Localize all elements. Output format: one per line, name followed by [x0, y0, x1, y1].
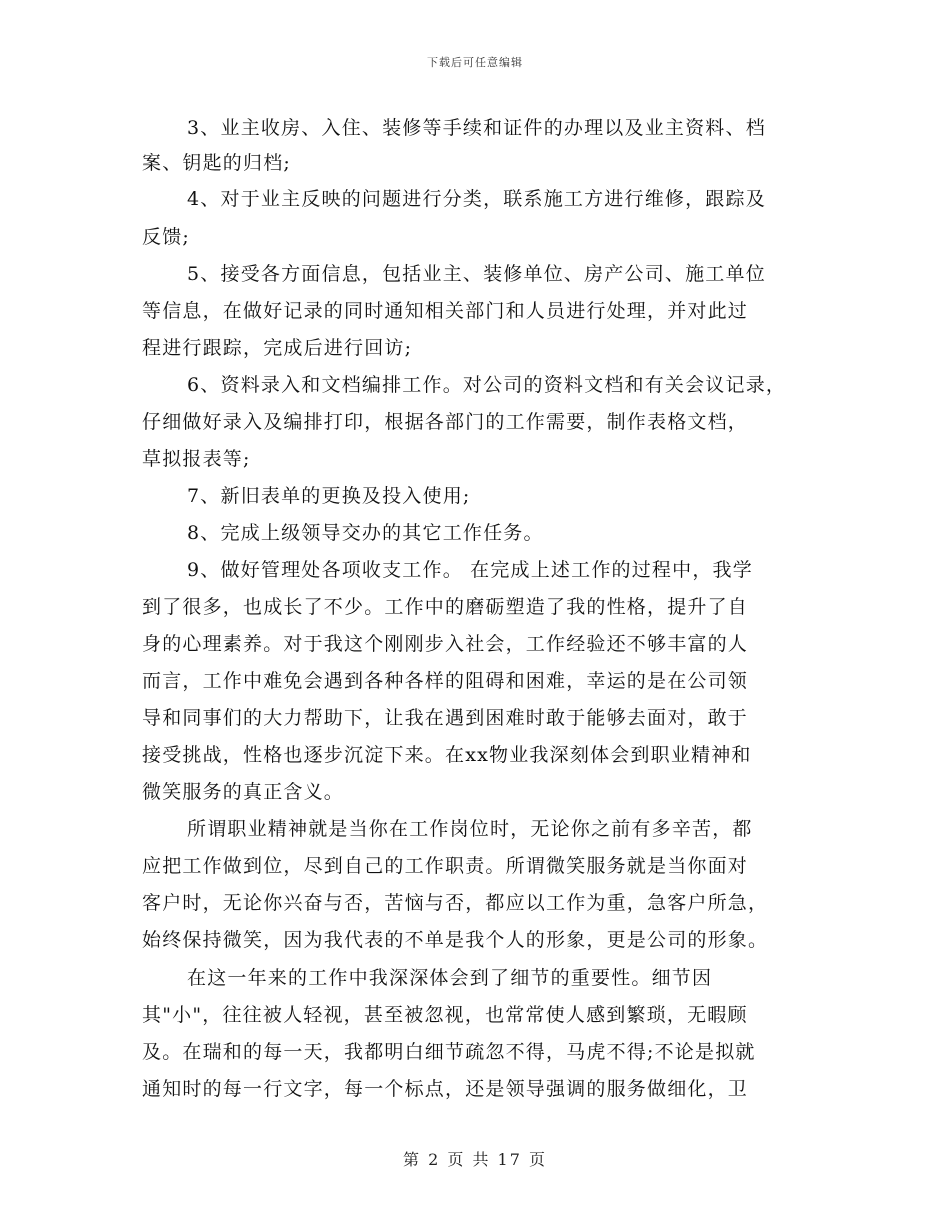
text-line: 仔细做好录入及编排打印，根据各部门的工作需要，制作表格文档，	[142, 411, 749, 433]
text-line: 等信息，在做好记录的同时通知相关部门和人员进行处理，并对此过	[142, 300, 749, 322]
text-line: 通知时的每一行文字，每一个标点，还是领导强调的服务做细化，卫	[142, 1078, 749, 1100]
text-line: 在这一年来的工作中我深深体会到了细节的重要性。细节因	[187, 967, 713, 989]
text-line: 3、业主收房、入住、装修等手续和证件的办理以及业主资料、档	[187, 117, 766, 139]
text-line: 4、对于业主反映的问题进行分类，联系施工方进行维修，跟踪及	[187, 188, 766, 210]
text-line: 6、资料录入和文档编排工作。对公司的资料文档和有关会议记录，	[187, 374, 787, 396]
text-line: 应把工作做到位，尽到自己的工作职责。所谓微笑服务就是当你面对	[142, 855, 749, 877]
text-line: 微笑服务的真正含义。	[142, 781, 345, 803]
text-line: 客户时，无论你兴奋与否，苦恼与否，都应以工作为重，急客户所急，	[142, 892, 769, 914]
text-line: 7、新旧表单的更换及投入使用;	[187, 485, 471, 507]
text-line: 及。在瑞和的每一天，我都明白细节疏忽不得，马虎不得;不论是拟就	[142, 1041, 756, 1063]
text-line: 反馈;	[142, 226, 191, 248]
text-line: 到了很多，也成长了不少。工作中的磨砺塑造了我的性格，提升了自	[142, 596, 749, 618]
text-line: 导和同事们的大力帮助下，让我在遇到困难时敢于能够去面对，敢于	[142, 707, 749, 729]
page-footer: 第 2 页 共 17 页	[403, 1150, 547, 1169]
text-line: 9、做好管理处各项收支工作。 在完成上述工作的过程中，我学	[187, 559, 753, 581]
text-line: 案、钥匙的归档;	[142, 152, 292, 174]
page-header: 下载后可任意编辑	[427, 56, 523, 69]
text-line: 草拟报表等;	[142, 448, 251, 470]
text-line: 程进行跟踪，完成后进行回访;	[142, 337, 413, 359]
text-line: 始终保持微笑，因为我代表的不单是我个人的形象，更是公司的形象。	[142, 929, 769, 951]
text-line: 身的心理素养。对于我这个刚刚步入社会，工作经验还不够丰富的人	[142, 633, 749, 655]
text-line: 接受挑战，性格也逐步沉淀下来。在xx物业我深刻体会到职业精神和	[142, 744, 752, 766]
text-line: 其"小"，往往被人轻视，甚至被忽视，也常常使人感到繁琐，无暇顾	[142, 1004, 748, 1026]
text-line: 8、完成上级领导交办的其它工作任务。	[187, 522, 544, 544]
text-line: 所谓职业精神就是当你在工作岗位时，无论你之前有多辛苦，都	[187, 818, 753, 840]
text-line: 而言，工作中难免会遇到各种各样的阻碍和困难，幸运的是在公司领	[142, 670, 749, 692]
text-line: 5、接受各方面信息，包括业主、装修单位、房产公司、施工单位	[187, 263, 766, 285]
